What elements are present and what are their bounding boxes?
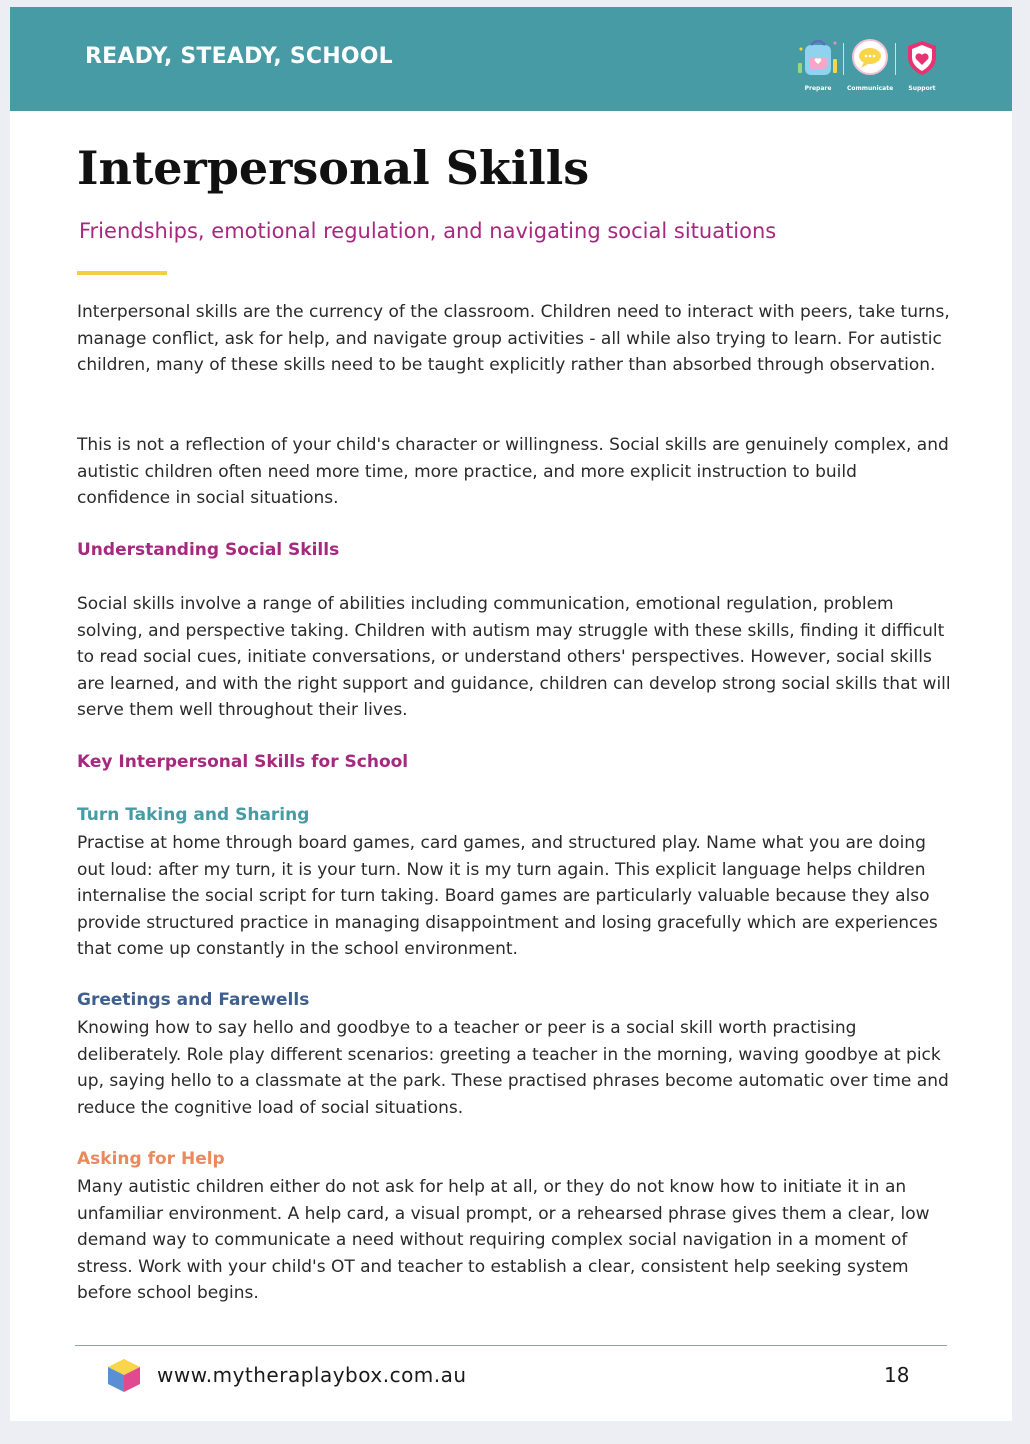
header-title: READY, STEADY, SCHOOL xyxy=(85,44,393,69)
communicate-label: Communicate xyxy=(847,85,894,92)
accent-divider xyxy=(77,271,167,275)
page-title: Interpersonal Skills xyxy=(77,141,590,195)
skill-heading-turn-taking: Turn Taking and Sharing xyxy=(77,805,310,825)
page-subtitle: Friendships, emotional regulation, and navigating social situations xyxy=(79,219,777,243)
cube-icon xyxy=(105,1356,143,1394)
shield-heart-icon xyxy=(899,35,945,79)
speech-bubble-icon xyxy=(847,35,893,79)
backpack-icon xyxy=(795,35,841,79)
logo-divider xyxy=(895,43,896,75)
section-heading-key-skills: Key Interpersonal Skills for School xyxy=(77,752,409,772)
support-label: Support xyxy=(908,85,936,92)
understanding-paragraph: Social skills involve a range of abilities including communication, emotional regulation, problem solving, and perspective taking. Children with autism may struggle with these skills, finding it difficult to read social cues, initiate conversations, or understand others' perspectives. However, social skills are learned, and with the right support and guidance, children can develop strong social skills that will serve them well throughout their lives. xyxy=(77,594,951,721)
document-page xyxy=(10,7,1012,1421)
prepare-logo xyxy=(795,35,841,92)
page-number: 18 xyxy=(884,1363,910,1387)
support-logo xyxy=(899,35,945,92)
skill-heading-asking-help: Asking for Help xyxy=(77,1149,225,1169)
skill-body-turn-taking: Practise at home through board games, card games, and structured play. Name what you are doing out loud: after my turn, it is your turn. Now it is my turn again. This explicit language helps children internalise the social script for turn taking. Board games are particularly valuable because they also provide structured practice in managing disappointment and losing gracefully which are experiences that come up constantly in the school environment. xyxy=(77,833,938,960)
skill-body-asking-help: Many autistic children either do not ask for help at all, or they do not know how to initiate it in an unfamiliar environment. A help card, a visual prompt, or a rehearsed phrase gives them a clear, low demand way to communicate a need without requiring complex social navigation in a moment of stress. Work with your child's OT and teacher to establish a clear, consistent help seeking system before school begins. xyxy=(77,1177,930,1304)
intro-paragraph-2: This is not a reflection of your child's character or willingness. Social skills are genuinely complex, and autistic children often need more time, more practice, and more explicit instruction to build confidence in social situations. xyxy=(77,435,949,509)
header-logo-group xyxy=(795,35,945,97)
intro-paragraph-1: Interpersonal skills are the currency of the classroom. Children need to interact with peers, take turns, manage conflict, ask for help, and navigate group activities - all while also trying to learn. For autistic children, many of these skills need to be taught explicitly rather than absorbed through observation. xyxy=(77,302,950,376)
footer-divider xyxy=(75,1345,947,1346)
header-banner xyxy=(10,7,1012,111)
logo-divider xyxy=(843,43,844,75)
skill-heading-greetings: Greetings and Farewells xyxy=(77,990,310,1010)
communicate-logo xyxy=(847,35,893,92)
footer-website-link[interactable]: www.mytheraplaybox.com.au xyxy=(157,1363,467,1387)
skill-body-greetings: Knowing how to say hello and goodbye to a teacher or peer is a social skill worth practising deliberately. Role play different scenarios: greeting a teacher in the morning, waving goodbye at pick up, saying hello to a classmate at the park. These practised phrases become automatic over time and reduce the cognitive load of social situations. xyxy=(77,1018,949,1118)
section-heading-understanding: Understanding Social Skills xyxy=(77,540,340,560)
prepare-label: Prepare xyxy=(804,85,832,92)
